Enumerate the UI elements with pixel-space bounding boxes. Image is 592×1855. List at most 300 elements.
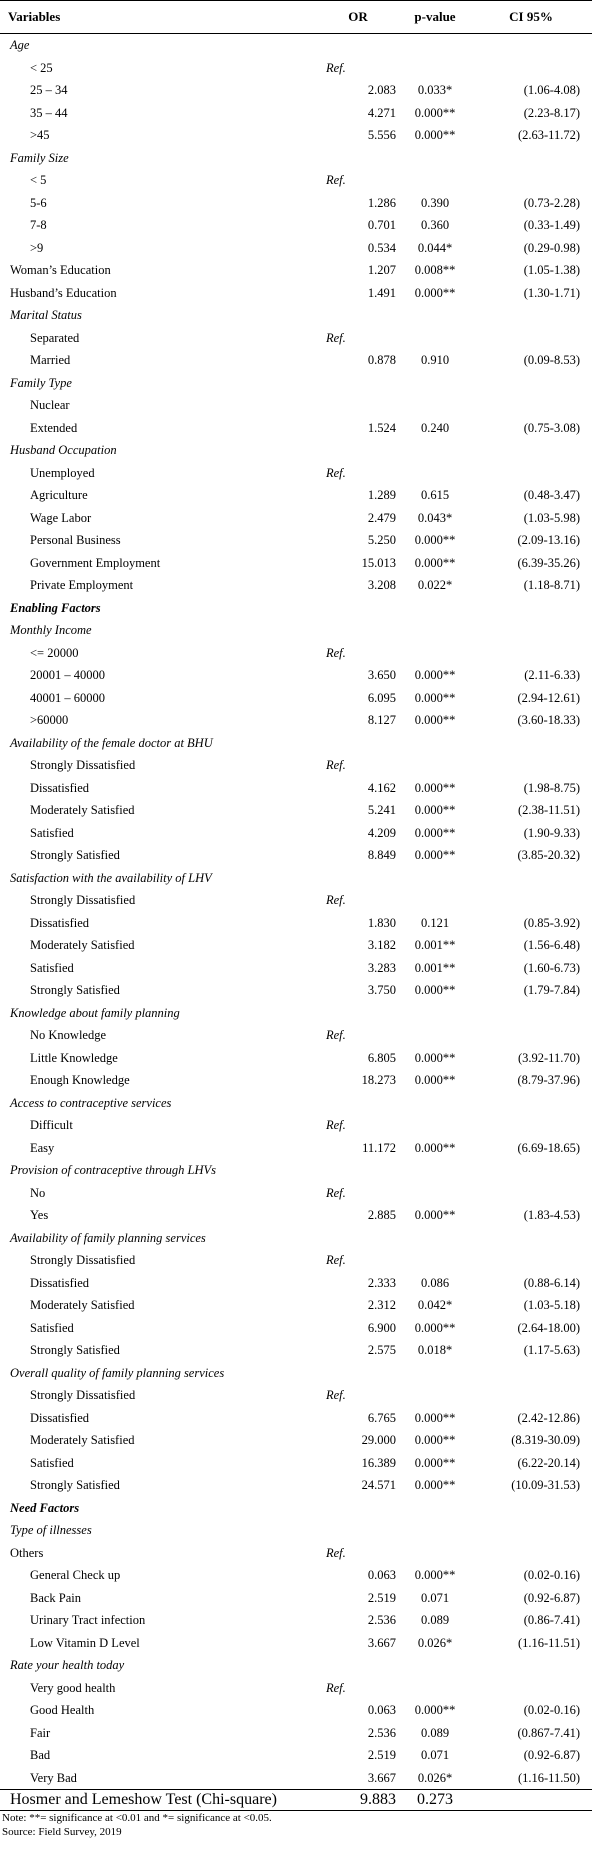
- or-cell: 11.172: [362, 1140, 396, 1155]
- ci-cell: [470, 57, 592, 80]
- header-or: OR: [316, 1, 400, 34]
- ci-cell: (2.09-13.16): [517, 533, 580, 547]
- or-cell: 3.667: [367, 1635, 396, 1650]
- or-cell: Ref.: [326, 893, 346, 907]
- or-cell: 4.162: [367, 780, 396, 795]
- pvalue-cell: 0.000**: [414, 285, 456, 300]
- group-row: [0, 619, 592, 642]
- group-row: [0, 147, 592, 170]
- or-cell: 15.013: [361, 555, 396, 570]
- pvalue-cell: 0.018*: [417, 1343, 453, 1357]
- variable-cell: Dissatisfied: [30, 1410, 90, 1425]
- variable-cell: Dissatisfied: [30, 780, 90, 795]
- table-row: [0, 1047, 592, 1070]
- variable-cell: Satisfaction with the availability of LHV: [10, 870, 212, 885]
- ci-cell: [470, 1519, 592, 1542]
- variable-cell: General Check up: [30, 1568, 121, 1582]
- group-row: [0, 282, 592, 305]
- pvalue-cell: 0.026*: [417, 1770, 453, 1785]
- pvalue-cell: [400, 1677, 470, 1700]
- header-row: [0, 1, 592, 34]
- group-row: [0, 732, 592, 755]
- variable-cell: Very Bad: [30, 1770, 77, 1785]
- table-row: [0, 417, 592, 440]
- pvalue-cell: 0.071: [420, 1748, 450, 1762]
- or-cell: Ref.: [326, 1545, 346, 1560]
- pvalue-cell: [400, 1654, 470, 1677]
- variable-cell: Dissatisfied: [30, 1275, 90, 1290]
- table-row: [0, 1407, 592, 1430]
- ci-cell: [470, 1497, 592, 1520]
- pvalue-cell: 0.000**: [414, 1478, 456, 1492]
- variable-cell: 25 – 34: [30, 83, 68, 97]
- or-cell: 0.701: [367, 218, 396, 232]
- group-row: [0, 1159, 592, 1182]
- table-row: [0, 507, 592, 530]
- or-cell: 4.271: [367, 105, 396, 120]
- or-cell: 1.830: [367, 915, 396, 930]
- pvalue-cell: 0.000**: [414, 1703, 456, 1717]
- pvalue-cell: [400, 1384, 470, 1407]
- or-cell: 16.389: [361, 1455, 396, 1470]
- table-row: [0, 799, 592, 822]
- table-row: [0, 1069, 592, 1092]
- variable-cell: Satisfied: [30, 825, 74, 840]
- pvalue-cell: 0.000**: [414, 803, 456, 817]
- variable-cell: 7-8: [30, 218, 47, 232]
- variable-cell: 35 – 44: [30, 105, 68, 120]
- or-cell: Ref.: [326, 173, 346, 187]
- ci-cell: (1.79-7.84): [523, 983, 580, 997]
- table-row: [0, 1272, 592, 1295]
- pvalue-cell: [400, 889, 470, 912]
- ci-cell: (0.86-7.41): [523, 1613, 580, 1627]
- or-cell: 18.273: [361, 1073, 396, 1087]
- ci-cell: [470, 1654, 592, 1677]
- table-row: [0, 169, 592, 192]
- ci-cell: (8.319-30.09): [511, 1433, 580, 1447]
- pvalue-cell: [400, 327, 470, 350]
- variable-cell: Marital Status: [10, 308, 82, 322]
- pvalue-cell: 0.089: [420, 1613, 450, 1627]
- pvalue-cell: [400, 1002, 470, 1025]
- variable-cell: Very good health: [30, 1680, 116, 1695]
- variable-cell: Monthly Income: [10, 623, 92, 637]
- pvalue-cell: 0.001**: [414, 960, 456, 975]
- pvalue-cell: [400, 57, 470, 80]
- pvalue-cell: 0.000**: [414, 1320, 456, 1335]
- pvalue-cell: 0.615: [420, 488, 450, 502]
- ci-cell: (6.22-20.14): [517, 1455, 580, 1470]
- variable-cell: Strongly Satisfied: [30, 1478, 120, 1492]
- pvalue-cell: 0.000**: [414, 1568, 456, 1582]
- ci-cell: [470, 619, 592, 642]
- ci-cell: [470, 1677, 592, 1700]
- variable-cell: Moderately Satisfied: [30, 1433, 135, 1447]
- variable-cell: Strongly Dissatisfied: [30, 893, 136, 907]
- group-row: [0, 372, 592, 395]
- ci-cell: (1.98-8.75): [523, 780, 580, 795]
- pvalue-cell: 0.000**: [414, 128, 456, 142]
- table-row: [0, 79, 592, 102]
- variable-cell: No: [30, 1185, 46, 1200]
- ci-cell: (1.03-5.18): [523, 1298, 580, 1312]
- ci-cell: (0.88-6.14): [523, 1275, 580, 1290]
- group-row: [0, 1227, 592, 1250]
- variable-cell: Knowledge about family planning: [10, 1005, 180, 1020]
- variable-cell: Strongly Satisfied: [30, 1343, 120, 1357]
- ci-cell: [470, 1182, 592, 1205]
- ci-cell: [470, 1362, 592, 1385]
- variable-cell: <= 20000: [30, 645, 79, 660]
- or-cell: [316, 394, 400, 417]
- table-row: [0, 1632, 592, 1655]
- variable-cell: Age: [10, 38, 30, 52]
- table-row: [0, 192, 592, 215]
- pvalue-cell: [400, 462, 470, 485]
- table-row: [0, 889, 592, 912]
- ci-cell: (0.92-6.87): [523, 1590, 580, 1605]
- or-cell: [316, 1362, 400, 1385]
- pvalue-cell: [400, 754, 470, 777]
- pvalue-cell: 0.000**: [414, 1410, 456, 1425]
- variable-cell: Married: [30, 353, 71, 367]
- ci-cell: [470, 1227, 592, 1250]
- pvalue-cell: 0.121: [420, 915, 450, 930]
- group-row: [0, 304, 592, 327]
- variable-cell: Availability of the female doctor at BHU: [10, 735, 213, 750]
- ci-cell: (0.09-8.53): [523, 353, 580, 367]
- table-row: [0, 1114, 592, 1137]
- group-row: [0, 1519, 592, 1542]
- table-row: [0, 462, 592, 485]
- ci-cell: [470, 34, 592, 57]
- ci-cell: (1.17-5.63): [523, 1343, 580, 1357]
- variable-cell: Strongly Dissatisfied: [30, 1253, 136, 1267]
- pvalue-cell: 0.390: [420, 195, 450, 210]
- ci-cell: (6.39-35.26): [517, 555, 580, 570]
- ci-cell: (0.73-2.28): [523, 195, 580, 210]
- pvalue-cell: 0.026*: [417, 1635, 453, 1650]
- or-cell: [316, 372, 400, 395]
- table-row: [0, 552, 592, 575]
- ci-cell: (0.92-6.87): [523, 1748, 580, 1762]
- ci-cell: [470, 169, 592, 192]
- variable-cell: Nuclear: [30, 398, 70, 412]
- or-cell: [316, 1519, 400, 1542]
- variable-cell: Unemployed: [30, 465, 95, 480]
- ci-cell: [470, 394, 592, 417]
- hosmer-label: Hosmer and Lemeshow Test (Chi-square): [0, 1790, 316, 1811]
- table-row: [0, 394, 592, 417]
- or-cell: Ref.: [326, 60, 346, 75]
- table-row: [0, 484, 592, 507]
- table-row: [0, 1767, 592, 1790]
- variable-cell: Satisfied: [30, 960, 74, 975]
- or-cell: 2.312: [367, 1298, 396, 1312]
- or-cell: Ref.: [326, 645, 346, 660]
- table-body: [0, 34, 592, 1790]
- variable-cell: Moderately Satisfied: [30, 938, 135, 952]
- table-row: [0, 349, 592, 372]
- or-cell: [316, 1654, 400, 1677]
- pvalue-cell: [400, 1249, 470, 1272]
- pvalue-cell: [400, 642, 470, 665]
- pvalue-cell: [400, 1114, 470, 1137]
- pvalue-cell: [400, 372, 470, 395]
- ci-cell: (2.42-12.86): [517, 1410, 580, 1425]
- or-cell: Ref.: [326, 330, 346, 345]
- or-cell: [316, 1227, 400, 1250]
- header-ci: CI 95%: [470, 1, 592, 34]
- ci-cell: (2.64-18.00): [517, 1320, 580, 1335]
- or-cell: Ref.: [326, 1028, 346, 1042]
- pvalue-cell: [400, 732, 470, 755]
- variable-cell: Extended: [30, 420, 78, 435]
- variable-cell: >60000: [30, 713, 69, 727]
- pvalue-cell: 0.000**: [414, 555, 456, 570]
- variable-cell: Easy: [30, 1140, 55, 1155]
- or-cell: [316, 867, 400, 890]
- or-cell: 2.519: [367, 1590, 396, 1605]
- variable-cell: Little Knowledge: [30, 1050, 118, 1065]
- table-row: [0, 574, 592, 597]
- table-row: [0, 237, 592, 260]
- ci-cell: (3.92-11.70): [517, 1050, 580, 1065]
- table-row: [0, 979, 592, 1002]
- or-cell: 0.878: [367, 353, 396, 367]
- ci-cell: (0.33-1.49): [523, 218, 580, 232]
- or-cell: 5.241: [367, 803, 396, 817]
- pvalue-cell: 0.000**: [414, 1140, 456, 1155]
- ci-cell: (1.06-4.08): [523, 83, 580, 97]
- or-cell: 1.207: [367, 263, 396, 277]
- variable-cell: Type of illnesses: [10, 1523, 92, 1537]
- variable-cell: Government Employment: [30, 555, 161, 570]
- ci-cell: (1.18-8.71): [523, 578, 580, 592]
- table-row: [0, 934, 592, 957]
- ci-cell: [470, 1114, 592, 1137]
- group-row: [0, 1654, 592, 1677]
- variable-cell: Rate your health today: [10, 1658, 125, 1672]
- table-row: [0, 1182, 592, 1205]
- or-cell: 3.283: [367, 960, 396, 975]
- or-cell: 0.534: [367, 240, 396, 255]
- variable-cell: Strongly Satisfied: [30, 848, 120, 862]
- or-cell: 5.250: [367, 533, 396, 547]
- pvalue-cell: 0.240: [420, 420, 450, 435]
- or-cell: 6.900: [367, 1320, 396, 1335]
- variable-cell: No Knowledge: [30, 1028, 107, 1042]
- variable-cell: Separated: [30, 330, 80, 345]
- variable-cell: 40001 – 60000: [30, 690, 105, 705]
- pvalue-cell: [400, 1227, 470, 1250]
- pvalue-cell: 0.000**: [414, 105, 456, 120]
- pvalue-cell: 0.000**: [414, 1050, 456, 1065]
- ci-cell: (1.90-9.33): [523, 825, 580, 840]
- table-row: [0, 102, 592, 125]
- table-row: [0, 1744, 592, 1767]
- or-cell: [316, 1092, 400, 1115]
- table-row: [0, 1317, 592, 1340]
- or-cell: [316, 1002, 400, 1025]
- ci-cell: (2.63-11.72): [517, 128, 580, 142]
- or-cell: [316, 597, 400, 620]
- note-source: Source: Field Survey, 2019: [2, 1826, 122, 1838]
- ci-cell: [470, 439, 592, 462]
- or-cell: Ref.: [326, 465, 346, 480]
- pvalue-cell: 0.000**: [414, 1073, 456, 1087]
- table-row: [0, 777, 592, 800]
- group-row: [0, 439, 592, 462]
- pvalue-cell: 0.042*: [417, 1298, 453, 1312]
- or-cell: Ref.: [326, 1118, 346, 1132]
- pvalue-cell: 0.000**: [414, 1208, 456, 1222]
- variable-cell: Agriculture: [30, 488, 88, 502]
- variable-cell: >45: [30, 128, 50, 142]
- or-cell: 3.667: [367, 1770, 396, 1785]
- variable-cell: Strongly Satisfied: [30, 983, 120, 997]
- table-row: [0, 1024, 592, 1047]
- ci-cell: [470, 642, 592, 665]
- or-cell: 3.182: [367, 938, 396, 952]
- or-cell: [316, 439, 400, 462]
- ci-cell: [470, 1002, 592, 1025]
- ci-cell: [470, 327, 592, 350]
- table-row: [0, 1294, 592, 1317]
- or-cell: 2.885: [367, 1208, 396, 1222]
- variable-cell: Back Pain: [30, 1590, 82, 1605]
- or-cell: Ref.: [326, 758, 346, 772]
- variable-cell: Personal Business: [30, 533, 121, 547]
- ci-cell: (0.75-3.08): [523, 420, 580, 435]
- group-row: [0, 1542, 592, 1565]
- ci-cell: [470, 462, 592, 485]
- pvalue-cell: 0.033*: [417, 83, 453, 97]
- or-cell: [316, 1159, 400, 1182]
- variable-cell: < 25: [30, 60, 53, 75]
- variable-cell: Bad: [30, 1748, 51, 1762]
- table-row: [0, 1722, 592, 1745]
- ci-cell: [470, 754, 592, 777]
- variable-cell: Satisfied: [30, 1320, 74, 1335]
- table-row: [0, 1677, 592, 1700]
- pvalue-cell: 0.360: [420, 218, 450, 232]
- ci-cell: (0.85-3.92): [523, 915, 580, 930]
- table-row: [0, 642, 592, 665]
- table-row: [0, 1609, 592, 1632]
- or-cell: [316, 1497, 400, 1520]
- or-cell: 3.208: [367, 578, 396, 592]
- hosmer-ci: [470, 1790, 592, 1811]
- ci-cell: (0.02-0.16): [523, 1568, 580, 1582]
- ci-cell: (1.83-4.53): [523, 1208, 580, 1222]
- or-cell: Ref.: [326, 1253, 346, 1267]
- variable-cell: Family Type: [10, 375, 72, 390]
- pvalue-cell: [400, 597, 470, 620]
- table-row: [0, 1699, 592, 1722]
- table-row: [0, 1339, 592, 1362]
- or-cell: 5.556: [367, 128, 396, 142]
- ci-cell: (1.03-5.98): [523, 510, 580, 525]
- or-cell: 1.524: [367, 420, 396, 435]
- or-cell: 8.849: [367, 848, 396, 862]
- or-cell: 0.063: [367, 1703, 396, 1717]
- ci-cell: (2.11-6.33): [524, 668, 580, 682]
- ci-cell: (0.29-0.98): [523, 240, 580, 255]
- table-row: [0, 214, 592, 237]
- pvalue-cell: [400, 169, 470, 192]
- ci-cell: (1.05-1.38): [523, 263, 580, 277]
- ci-cell: [470, 372, 592, 395]
- group-row: [0, 867, 592, 890]
- or-cell: 8.127: [367, 713, 396, 727]
- ci-cell: (3.85-20.32): [517, 848, 580, 862]
- ci-cell: (0.48-3.47): [523, 488, 580, 502]
- or-cell: 1.289: [367, 488, 396, 502]
- or-cell: 1.286: [367, 195, 396, 210]
- variable-cell: Fair: [30, 1725, 51, 1740]
- table-row: [0, 1429, 592, 1452]
- ci-cell: [470, 1092, 592, 1115]
- or-cell: 2.536: [367, 1613, 396, 1627]
- pvalue-cell: [400, 439, 470, 462]
- or-cell: [316, 732, 400, 755]
- variable-cell: < 5: [30, 173, 47, 187]
- table-row: [0, 57, 592, 80]
- or-cell: Ref.: [326, 1185, 346, 1200]
- variable-cell: Strongly Dissatisfied: [30, 1388, 136, 1402]
- or-cell: 6.095: [367, 690, 396, 705]
- pvalue-cell: 0.000**: [414, 713, 456, 727]
- variable-cell: Husband’s Education: [10, 285, 117, 300]
- pvalue-cell: 0.044*: [417, 240, 453, 255]
- pvalue-cell: 0.008**: [414, 263, 456, 277]
- ci-cell: [470, 1542, 592, 1565]
- or-cell: [316, 304, 400, 327]
- variable-cell: Yes: [30, 1208, 49, 1222]
- pvalue-cell: [400, 1182, 470, 1205]
- table-row: [0, 529, 592, 552]
- or-cell: Ref.: [326, 1680, 346, 1695]
- variable-cell: >9: [30, 240, 44, 255]
- pvalue-cell: 0.086: [420, 1275, 450, 1290]
- pvalue-cell: 0.000**: [414, 533, 456, 547]
- variable-cell: Satisfied: [30, 1455, 74, 1470]
- or-cell: 24.571: [361, 1478, 396, 1492]
- ci-cell: [470, 889, 592, 912]
- variable-cell: 5-6: [30, 195, 47, 210]
- ci-cell: (0.02-0.16): [523, 1703, 580, 1717]
- or-cell: 6.765: [367, 1410, 396, 1425]
- variable-cell: Woman’s Education: [10, 263, 111, 277]
- table-row: [0, 1452, 592, 1475]
- or-cell: Ref.: [326, 1388, 346, 1402]
- or-cell: 2.333: [367, 1275, 396, 1290]
- group-row: [0, 1362, 592, 1385]
- variable-cell: Family Size: [10, 150, 69, 165]
- pvalue-cell: [400, 304, 470, 327]
- pvalue-cell: 0.000**: [414, 983, 456, 997]
- ci-cell: (3.60-18.33): [517, 713, 580, 727]
- or-cell: [316, 147, 400, 170]
- ci-cell: (2.23-8.17): [523, 105, 580, 120]
- pvalue-cell: [400, 1362, 470, 1385]
- group-row: [0, 1092, 592, 1115]
- or-cell: 2.519: [367, 1748, 396, 1762]
- ci-cell: [470, 597, 592, 620]
- ci-cell: [470, 1024, 592, 1047]
